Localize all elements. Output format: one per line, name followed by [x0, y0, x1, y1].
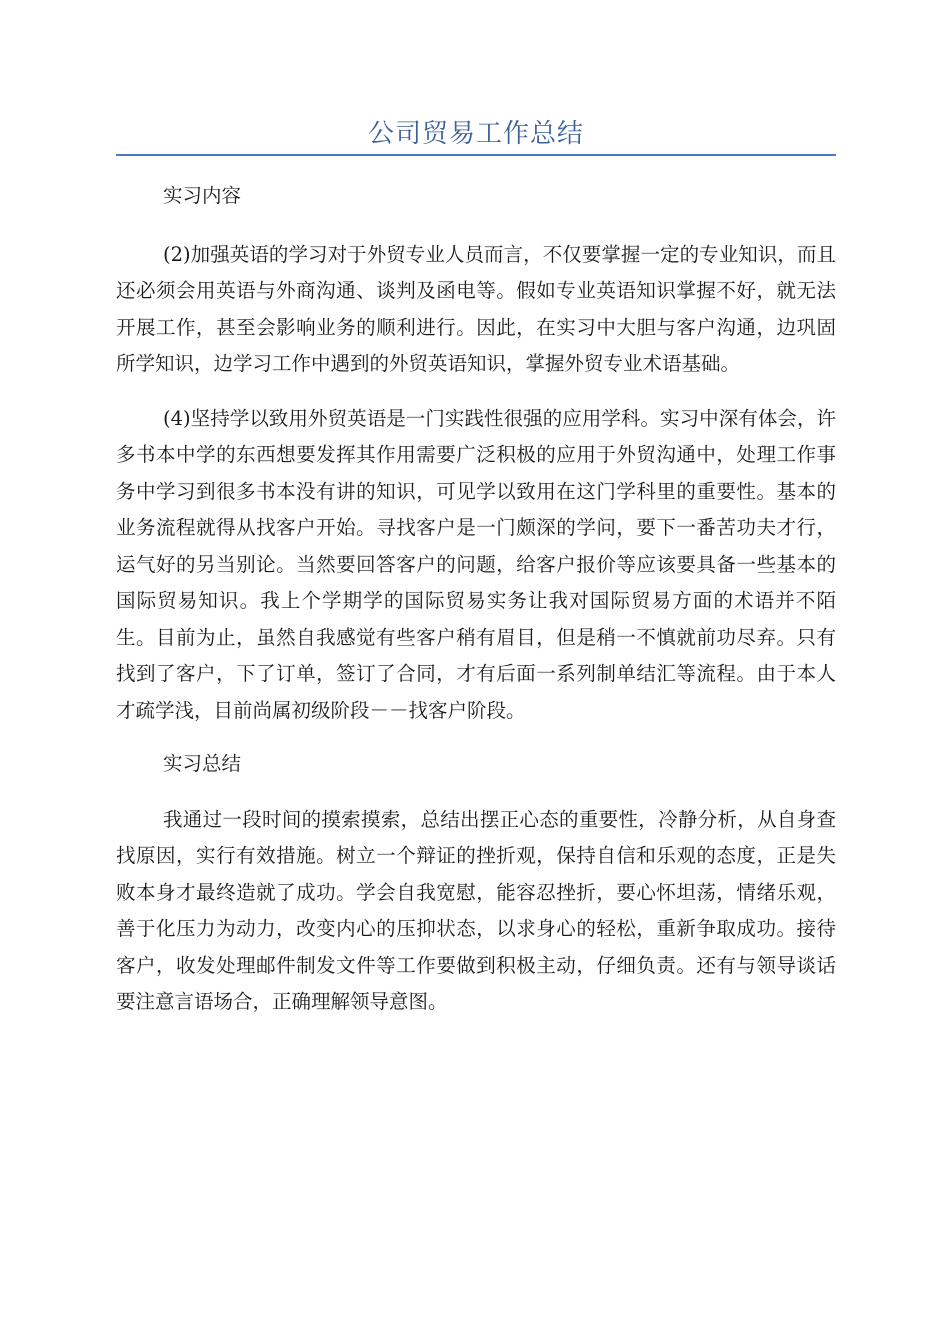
document-title: 公司贸易工作总结	[367, 119, 584, 149]
paragraph-apply-learning: (4)坚持学以致用外贸英语是一门实践性很强的应用学科。实习中深有体会，许多书本中学的东西想要发挥其作用需要广泛积极的应用于外贸沟通中，处理工作事务中学习到很多书本没有讲的知识，可见学以致用在这门学科里的重要性。基本的业务流程就得从找客户开始。寻找客户是一门颇深的学问，要下一番苦功夫才行，运气好的另当别论。当然要回答客户的问题，给客户报价等应该要具备一些基本的国际贸易知识。我上个学期学的国际贸易实务让我对国际贸易方面的术语并不陌生。目前为止，虽然自我感觉有些客户稍有眉目，但是稍一不慎就前功尽弃。只有找到了客户，下了订单，签订了合同，才有后面一系列制单结汇等流程。由于本人才疏学浅，目前尚属初级阶段－－找客户阶段。	[116, 406, 836, 722]
section-heading-internship-content: 实习内容	[163, 184, 242, 207]
paragraph-english-study: (2)加强英语的学习对于外贸专业人员而言，不仅要掌握一定的专业知识，而且还必须会用英语与外商沟通、谈判及函电等。假如专业英语知识掌握不好，就无法开展工作，甚至会影响业务的顺利进行。因此，在实习中大胆与客户沟通，边巩固所学知识，边学习工作中遇到的外贸英语知识，掌握外贸专业术语基础。	[116, 242, 836, 375]
section-heading-internship-summary: 实习总结	[163, 752, 242, 775]
paragraph-summary: 我通过一段时间的摸索摸索，总结出摆正心态的重要性，冷静分析，从自身查找原因，实行有效措施。树立一个辩证的挫折观，保持自信和乐观的态度，正是失败本身才最终造就了成功。学会自我宽慰，能容忍挫折，要心怀坦荡，情绪乐观，善于化压力为动力，改变内心的压抑状态，以求身心的轻松，重新争取成功。接待客户，收发处理邮件制发文件等工作要做到积极主动，仔细负责。还有与领导谈话要注意言语场合，正确理解领导意图。	[116, 807, 836, 1013]
title-underline	[116, 154, 836, 156]
document-page	[116, 0, 836, 1021]
